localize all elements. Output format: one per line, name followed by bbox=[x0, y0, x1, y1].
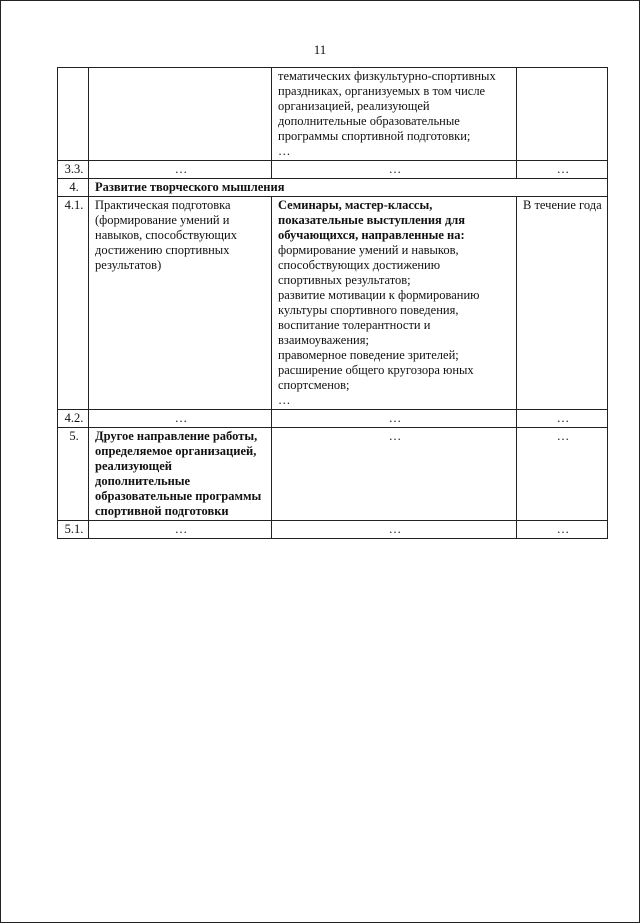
text-line: образовательные программы bbox=[95, 489, 262, 503]
text-line: расширение общего кругозора юных bbox=[278, 363, 474, 377]
activity-cell: … bbox=[272, 521, 517, 539]
row-number-cell: 4.2. bbox=[58, 410, 89, 428]
activity-cell: … bbox=[272, 410, 517, 428]
timing-cell bbox=[517, 68, 608, 161]
timing-cell: … bbox=[517, 161, 608, 179]
text-line: дополнительные bbox=[95, 474, 191, 488]
text-line: показательные выступления для bbox=[278, 213, 466, 227]
text-line: культуры спортивного поведения, bbox=[278, 303, 459, 317]
page-number: 11 bbox=[313, 42, 327, 57]
row-number-cell: 4.1. bbox=[58, 197, 89, 410]
text-line: реализующей bbox=[95, 459, 172, 473]
table-row-3-3 bbox=[58, 161, 608, 179]
table-row-5-1 bbox=[58, 521, 608, 539]
text-line: спортсменов; bbox=[278, 378, 350, 392]
text-line: дополнительные образовательные bbox=[278, 114, 460, 128]
activity-cell: … bbox=[272, 161, 517, 179]
row-number-cell: 5.1. bbox=[58, 521, 89, 539]
table-row-4-2 bbox=[58, 410, 608, 428]
text-line: развитие мотивации к формированию bbox=[278, 288, 480, 302]
row-number-cell bbox=[58, 68, 89, 161]
table-row-5 bbox=[58, 428, 608, 521]
section-cell: … bbox=[89, 521, 272, 539]
row-number-cell: 3.3. bbox=[58, 161, 89, 179]
text-line: (формирование умений и bbox=[95, 213, 230, 227]
table-row-continuation bbox=[58, 68, 608, 161]
table-row-4 bbox=[58, 179, 608, 197]
text-line: способствующих достижению bbox=[278, 258, 441, 272]
text-line: Семинары, мастер-классы, bbox=[278, 198, 433, 212]
text-line: … bbox=[278, 393, 291, 407]
text-line: программы спортивной подготовки; bbox=[278, 129, 471, 143]
section-cell bbox=[89, 428, 272, 521]
text-line: достижению спортивных bbox=[95, 243, 230, 257]
section-title-cell: Развитие творческого мышления bbox=[89, 179, 608, 197]
text-line: тематических физкультурно-спортивных bbox=[278, 69, 496, 83]
activity-cell: … bbox=[272, 428, 517, 521]
text-line: результатов) bbox=[95, 258, 162, 272]
text-line: Практическая подготовка bbox=[95, 198, 231, 212]
section-cell bbox=[89, 68, 272, 161]
text-line: взаимоуважения; bbox=[278, 333, 369, 347]
text-line: навыков, способствующих bbox=[95, 228, 237, 242]
table-row-4-1 bbox=[58, 197, 608, 410]
timing-cell: В течение года bbox=[517, 197, 608, 410]
text-line: обучающихся, направленные на: bbox=[278, 228, 465, 242]
text-line: формирование умений и навыков, bbox=[278, 243, 459, 257]
text-line: Другое направление работы, bbox=[95, 429, 258, 443]
text-line: организацией, реализующей bbox=[278, 99, 430, 113]
section-cell bbox=[89, 197, 272, 410]
section-cell: … bbox=[89, 161, 272, 179]
section-cell: … bbox=[89, 410, 272, 428]
text-line: воспитание толерантности и bbox=[278, 318, 431, 332]
timing-cell: … bbox=[517, 410, 608, 428]
text-line: спортивной подготовки bbox=[95, 504, 229, 518]
timing-cell: … bbox=[517, 428, 608, 521]
text-line: правомерное поведение зрителей; bbox=[278, 348, 459, 362]
timing-cell: … bbox=[517, 521, 608, 539]
row-number-cell: 4. bbox=[58, 179, 89, 197]
text-line: … bbox=[278, 144, 291, 158]
text-line: праздниках, организуемых в том числе bbox=[278, 84, 486, 98]
activity-cell bbox=[272, 68, 517, 161]
row-number-cell: 5. bbox=[58, 428, 89, 521]
text-line: спортивных результатов; bbox=[278, 273, 411, 287]
plan-table bbox=[57, 67, 608, 539]
text-line: определяемое организацией, bbox=[95, 444, 257, 458]
activity-cell bbox=[272, 197, 517, 410]
